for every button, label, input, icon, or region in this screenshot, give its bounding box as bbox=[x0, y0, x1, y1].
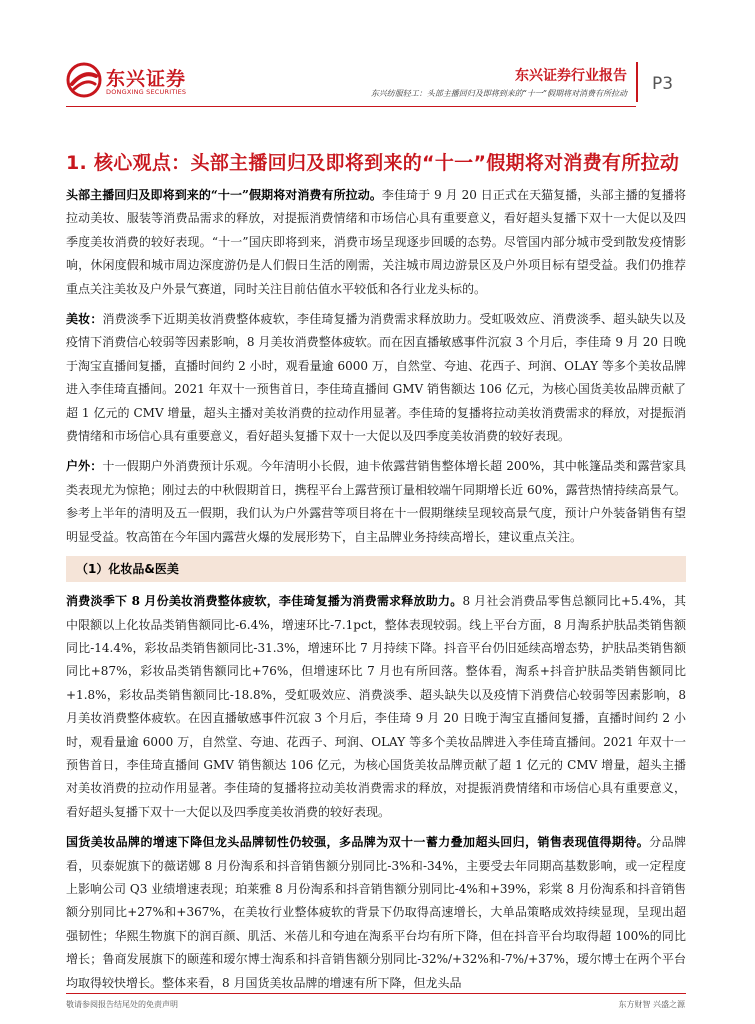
paragraph-lead: 户外： bbox=[66, 459, 103, 474]
paragraph-lead: 头部主播回归及即将到来的“十一”假期将对消费有所拉动。 bbox=[66, 188, 382, 202]
paragraph-core-view bbox=[66, 184, 686, 301]
paragraph-august-beauty bbox=[66, 590, 686, 824]
footer-rule bbox=[66, 993, 686, 994]
brand-name-cn: 东兴证券 bbox=[106, 68, 187, 90]
page-number: P3 bbox=[652, 74, 674, 94]
section-title: 1. 核心观点：头部主播回归及即将到来的“十一”假期将对消费有所拉动 bbox=[66, 152, 680, 174]
report-type: 东兴证券行业报告 bbox=[515, 68, 627, 84]
report-subtitle: 东兴纺服轻工：头部主播回归及即将到来的“十一”假期将对消费有所拉动 bbox=[370, 89, 627, 98]
report-body bbox=[66, 184, 686, 1002]
paragraph-text: 李佳琦于 9 月 20 日正式在天猫复播，头部主播的复播将拉动美妆、服装等消费品需求的释放，对提振消费情绪和市场信心具有重要意义，看好超头复播下双十一大促以及四季度美妆消费的较好表现。“十一”国庆即将到来，消费市场呈现逐步回暖的态势。尽管国内部分城市受到散发疫情影响，休闲度假和城市周边深度游仍是人们假日生活的刚需，关注城市周边游景区及户外项目标有望受益。我们仍推荐重点关注美妆及户外景气赛道，同时关注目前估值水平较低和各行业龙头标的。 bbox=[66, 188, 687, 296]
paragraph-domestic-brands bbox=[66, 831, 686, 995]
paragraph-beauty bbox=[66, 308, 686, 448]
paragraph-text: 十一假期户外消费预计乐观。今年清明小长假，迪卡侬露营销售整体增长超 200%，其中帐篷品类和露营家具类表现尤为惊艳；刚过去的中秋假期首日，携程平台上露营预订量相较端午同期增长近 60%，露营热情持续高景气。参考上半年的清明及五一假期，我们认为户外露营等项目将在十一假期继续呈现较高景气度，预计户外装备销售有望明显受益。牧高笛在今年国内露营火爆的发展形势下，自主品牌业务持续高增长，建议重点关注。 bbox=[66, 459, 686, 544]
paragraph-text: 消费淡季下近期美妆消费整体疲软，李佳琦复播为消费需求释放助力。受虹吸效应、消费淡季、超头缺失以及疫情下消费信心较弱等因素影响，8 月美妆消费整体疲软。而在因直播敏感事件沉寂 3 个月后，李佳琦 9 月 20 日晚于淘宝直播间复播，直播时间约 2 小时，观看量逾 6000 万，自然堂、夸迪、花西子、珂润、OLAY 等多个美妆品牌进入李佳琦直播间。2021 年双十一预售首日，李佳琦直播间 GMV 销售额达 106 亿元，为核心国货美妆品牌贡献了超 1 亿元的 CMV 增量，超头主播对美妆消费的拉动作用显著。李佳琦的复播将拉动美妆消费需求的释放，对提振消费情绪和市场信心具有重要意义，看好超头复播下双十一大促以及四季度美妆消费的较好表现。 bbox=[66, 312, 686, 444]
paragraph-outdoor bbox=[66, 455, 686, 549]
company-logo bbox=[66, 62, 196, 102]
footer-disclaimer: 敬请参阅报告结尾处的免责声明 bbox=[66, 1000, 178, 1009]
paragraph-lead: 美妆： bbox=[66, 312, 103, 327]
sub-heading-cosmetics: （1）化妆品&医美 bbox=[66, 556, 686, 582]
page-header bbox=[0, 0, 755, 110]
header-rule bbox=[66, 106, 636, 107]
paragraph-lead: 国货美妆品牌的增速下降但龙头品牌韧性仍较强，多品牌为双十一蓄力叠加超头回归，销售表现值得期待。 bbox=[66, 835, 650, 850]
logo-emblem-icon bbox=[66, 62, 102, 98]
paragraph-text: 8 月社会消费品零售总额同比+5.4%，其中限额以上化妆品类销售额同比-6.4%，增速环比-7.1pct，整体表现较弱。线上平台方面，8 月淘系护肤品类销售额同比-14.4%，彩妆品类销售额同比-31.3%，增速环比 7 月持续下降。抖音平台仍旧延续高增态势，护肤品类销售额同比+87%，彩妆品类销售额同比+76%，但增速环比 7 月也有所回落。整体看，淘系+抖音护肤品类销售额同比+1.8%，彩妆品类销售额同比-18.8%，受虹吸效应、消费淡季、超头缺失以及疫情下消费信心较弱等因素影响，8 月美妆消费整体疲软。在因直播敏感事件沉寂 3 个月后，李佳琦 9 月 20 日晚于淘宝直播间复播，直播时间约 2 小时，观看量逾 6000 万，自然堂、夸迪、花西子、珂润、OLAY 等多个美妆品牌进入李佳琦直播间。2021 年双十一预售首日，李佳琦直播间 GMV 销售额达 106 亿元，为核心国货美妆品牌贡献了超 1 亿元的 CMV 增量，超头主播对美妆消费的拉动作用显著。李佳琦的复播将拉动美妆消费需求的释放，对提振消费情绪和市场信心具有重要意义，看好超头复播下双十一大促以及四季度美妆消费的较好表现。 bbox=[66, 594, 686, 819]
header-divider bbox=[636, 62, 638, 102]
footer-slogan: 东方财智 兴盛之源 bbox=[618, 1000, 685, 1009]
paragraph-lead: 消费淡季下 8 月份美妆消费整体疲软，李佳琦复播为消费需求释放助力。 bbox=[66, 594, 463, 609]
paragraph-text: 分品牌看，贝泰妮旗下的薇诺娜 8 月份淘系和抖音销售额分别同比-3%和-34%，主要受去年同期高基数影响，或一定程度上影响公司 Q3 业绩增速表现；珀莱雅 8 月份淘系和抖音销售额分别同比-4%和+39%，彩棠 8 月份淘系和抖音销售额分别同比+27%和+367%，在美妆行业整体疲软的背景下仍取得高速增长，大单品策略成效持续显现，呈现出超强韧性；华熙生物旗下的润百颜、肌活、米蓓儿和夸迪在淘系平台均有所下降，但在抖音平台均取得超 100%的同比增长；鲁商发展旗下的颐莲和瑷尔博士淘系和抖音销售额分别同比-32%/+32%和-7%/+37%，瑷尔博士在两个平台均取得较快增长。整体来看，8 月国货美妆品牌的增速有所下降，但龙头品 bbox=[66, 835, 686, 990]
brand-name-en: DONGXING SECURITIES bbox=[106, 88, 187, 96]
